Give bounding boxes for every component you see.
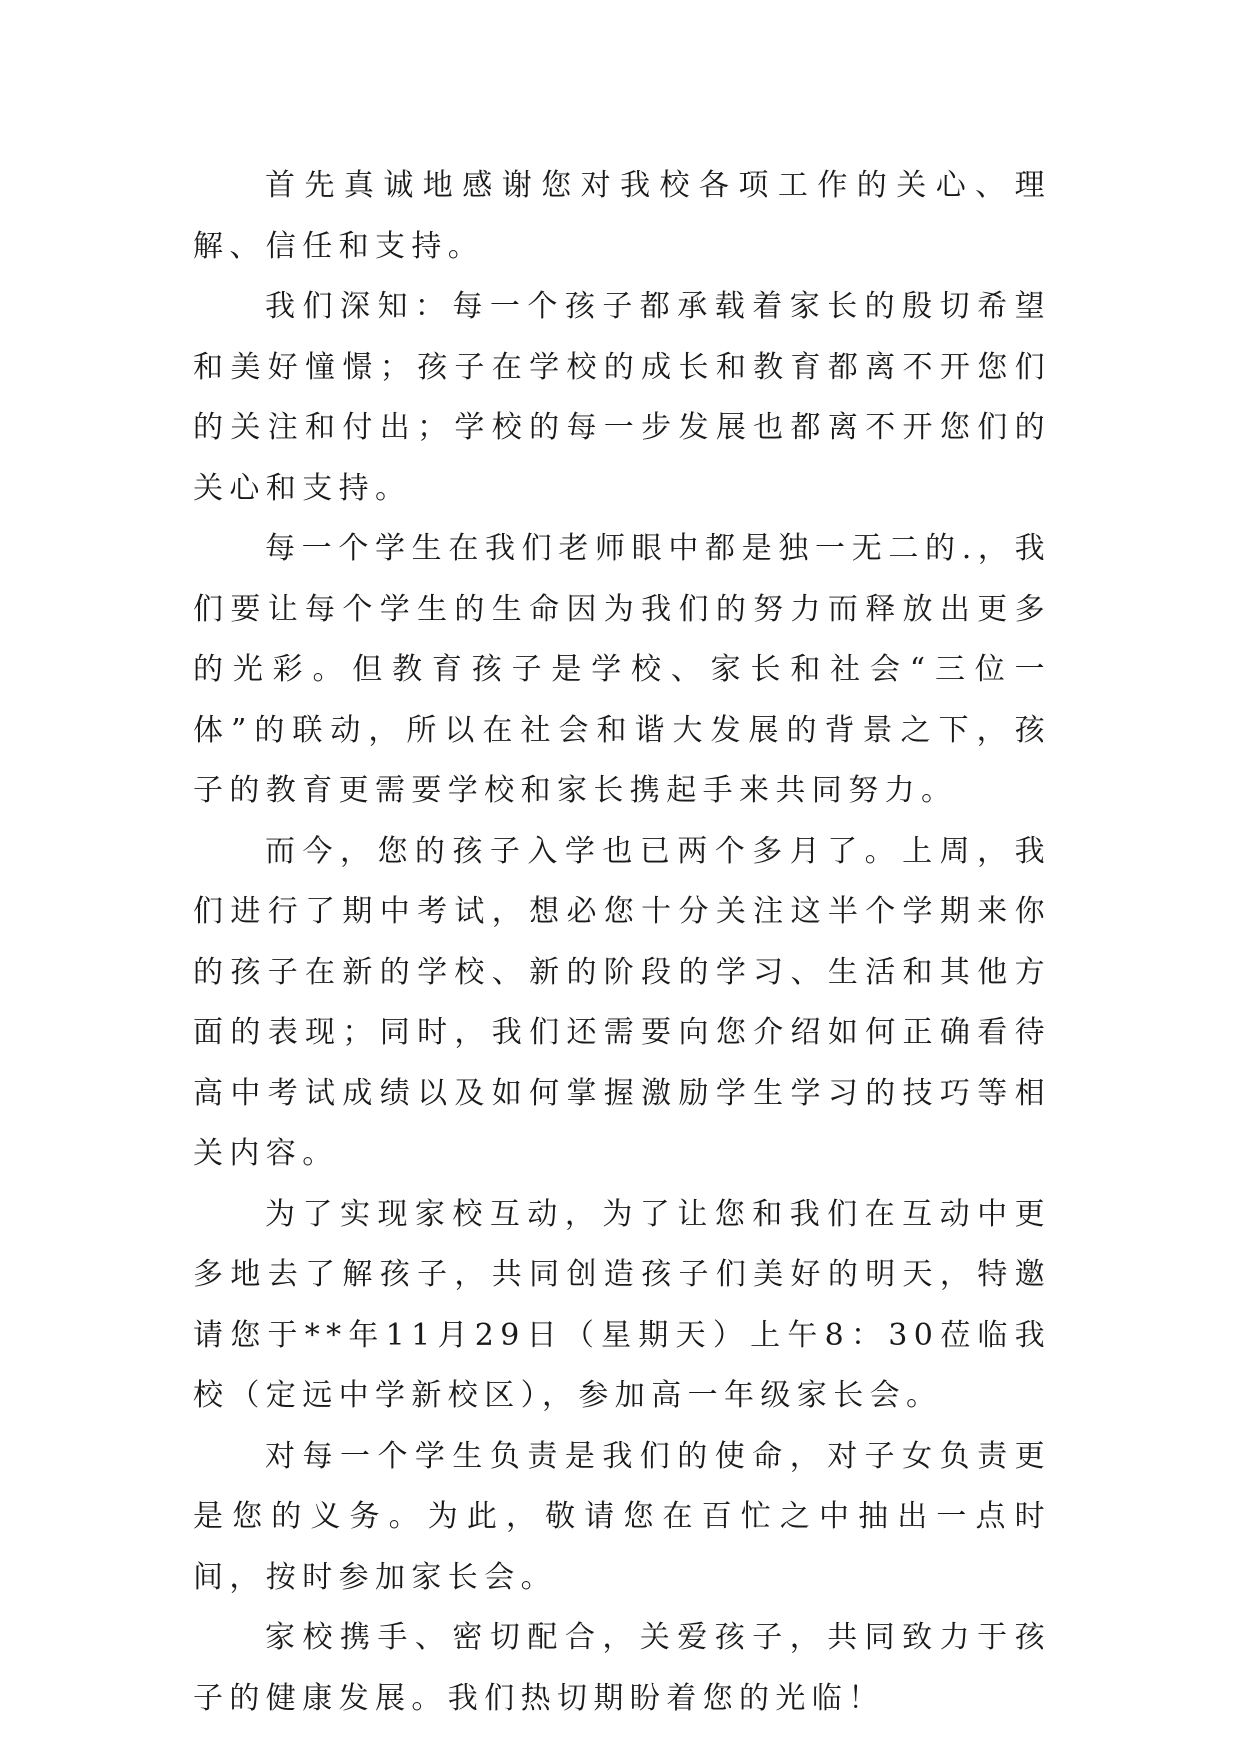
letter-body — [193, 156, 1051, 1729]
paragraph-gratitude: 首先真诚地感谢您对我校各项工作的关心、理解、信任和支持。 — [193, 168, 1051, 264]
paragraph-education: 每一个学生在我们老师眼中都是独一无二的.，我们要让每个学生的生命因为我们的努力而释放出更多的光彩。但教育孩子是学校、家长和社会“三位一体”的联动，所以在社会和谐大发展的背景之下，孩子的教育更需要学校和家长携起手来共同努力。 — [193, 531, 1051, 808]
paragraph-responsibility: 对每一个学生负责是我们的使命，对子女负责更是您的义务。为此，敬请您在百忙之中抽出一点时间，按时参加家长会。 — [193, 1438, 1051, 1595]
paragraph-midterm: 而今，您的孩子入学也已两个多月了。上周，我们进行了期中考试，想必您十分关注这半个学期来你的孩子在新的学校、新的阶段的学习、生活和其他方面的表现；同时，我们还需要向您介绍如何正确看待高中考试成绩以及如何掌握激励学生学习的技巧等相关内容。 — [193, 833, 1051, 1171]
paragraph-awareness: 我们深知：每一个孩子都承载着家长的殷切希望和美好憧憬；孩子在学校的成长和教育都离不开您们的关注和付出；学校的每一步发展也都离不开您们的关心和支持。 — [193, 289, 1051, 506]
paragraph-invitation: 为了实现家校互动，为了让您和我们在互动中更多地去了解孩子，共同创造孩子们美好的明天，特邀请您于**年11月29日（星期天）上午8：30莅临我校（定远中学新校区），参加高一年级家长会。 — [193, 1196, 1051, 1413]
paragraph-closing: 家校携手、密切配合，关爱孩子，共同致力于孩子的健康发展。我们热切期盼着您的光临！ — [193, 1620, 1051, 1716]
